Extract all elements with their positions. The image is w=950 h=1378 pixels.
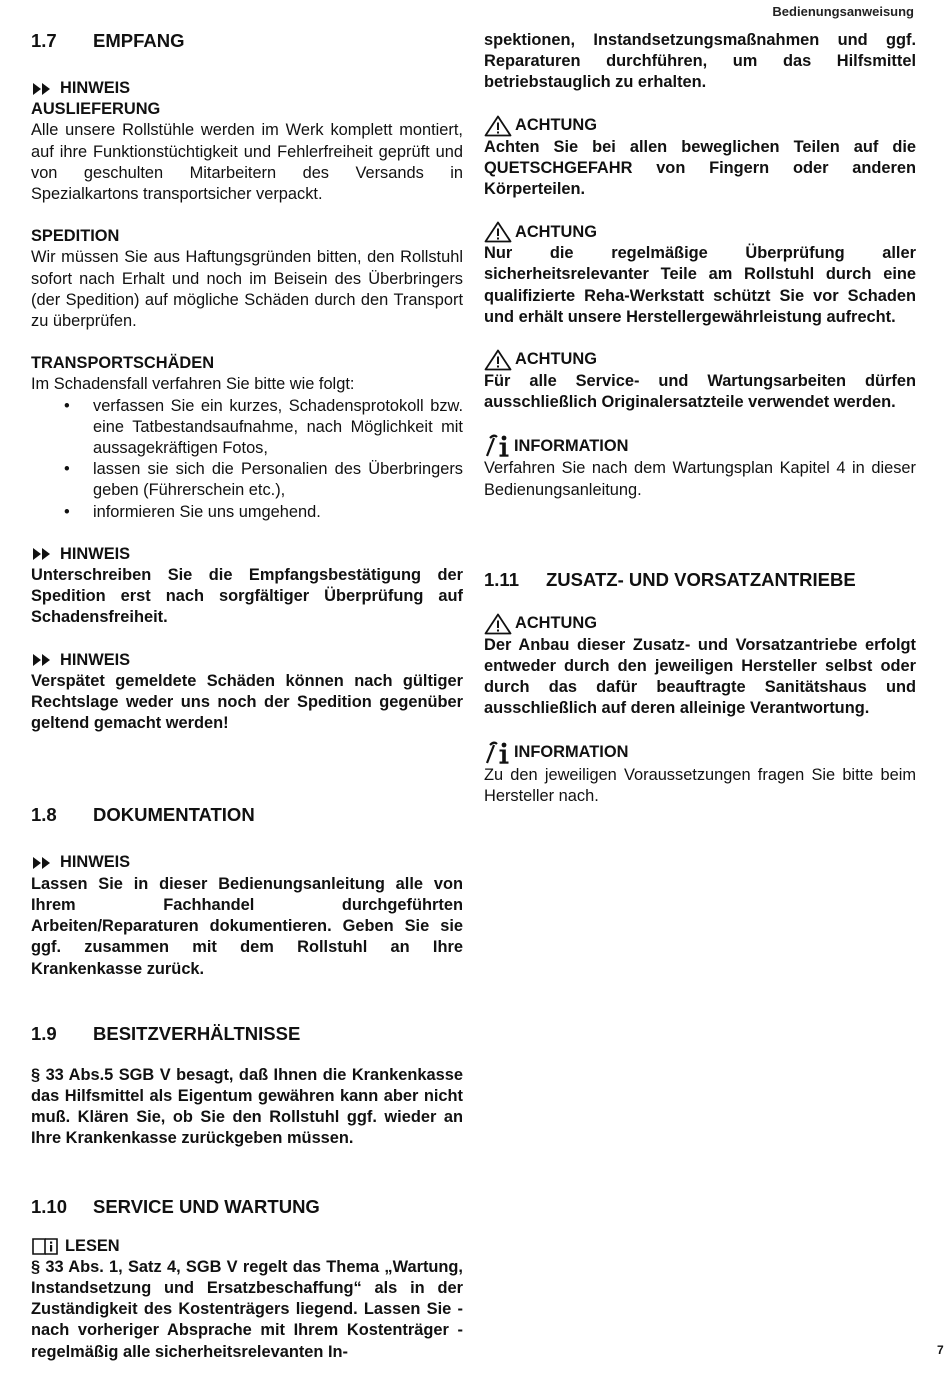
section-title: BESITZVERHÄLTNISSE bbox=[93, 1022, 301, 1044]
running-header: Bedienungsanweisung bbox=[772, 4, 914, 19]
damage-title: TRANSPORTSCHÄDEN bbox=[31, 354, 215, 373]
warning-triangle-icon bbox=[484, 349, 512, 371]
fast-forward-icon bbox=[31, 653, 57, 667]
page-number: 7 bbox=[937, 1343, 944, 1357]
section-title: ZUSATZ- UND VORSATZANTRIEBE bbox=[546, 568, 856, 590]
warning-text: Nur die regelmäßige Überprüfung aller sicherheitsrelevanter Teile am Rollstuhl durch eine qualifizierte Reha-Werkstatt schützt Sie vor Schaden und erhält unsere Herstellergewährleistung aufrecht. bbox=[484, 244, 916, 326]
ownership-text: § 33 Abs.5 SGB V besagt, daß Ihnen die Krankenkasse das Hilfsmittel als Eigentum gewähren kann aber nicht muß. Klären Sie, ob Sie den Rollstuhl ggf. wieder an Ihre Krankenkasse zurückgeben müssen. bbox=[31, 1065, 463, 1148]
forwarding-title: SPEDITION bbox=[31, 227, 120, 246]
tool-info-icon bbox=[484, 434, 511, 458]
section-1-8-heading bbox=[31, 804, 463, 826]
section-number: 1.8 bbox=[31, 804, 57, 826]
warning-label: ACHTUNG bbox=[484, 221, 916, 243]
hint-label: HINWEIS bbox=[31, 78, 463, 99]
section-number: 1.11 bbox=[484, 568, 519, 590]
right-column bbox=[484, 30, 916, 807]
warning-text: Für alle Service- und Wartungsarbeiten dürfen ausschließlich Originalersatzteile verwendet werden. bbox=[484, 372, 916, 412]
hint-label: HINWEIS bbox=[31, 852, 463, 873]
tool-info-icon bbox=[484, 741, 511, 765]
left-column bbox=[31, 30, 463, 1363]
fast-forward-icon bbox=[31, 547, 57, 561]
hint-text: Unterschreiben Sie die Empfangsbestätigung der Spedition erst nach sorgfältiger Überprüfung auf Schadensfreiheit. bbox=[31, 566, 463, 627]
warning-triangle-icon bbox=[484, 221, 512, 243]
information-label: INFORMATION bbox=[484, 434, 916, 458]
read-text: § 33 Abs. 1, Satz 4, SGB V regelt das Thema „Wartung, Instandsetzung und Ersatzbeschaffung“ als in der Zuständigkeit des Kostenträgers liegend. Lassen Sie - nach vorheriger Absprache mit Ihrem Kostenträger - regelmäßig alle sicherheitsrelevanten In- bbox=[31, 1257, 463, 1361]
delivery-text: Alle unsere Rollstühle werden im Werk komplett montiert, auf ihre Funktionstüchtigkeit und Fehlerfreiheit geprüft und von geschulten Mitarbeitern des Versands in Spezialkartons transportsicher verpackt. bbox=[31, 121, 463, 204]
delivery-title: AUSLIEFERUNG bbox=[31, 100, 161, 119]
section-number: 1.10 bbox=[31, 1195, 68, 1217]
fast-forward-icon bbox=[31, 82, 57, 96]
section-title: EMPFANG bbox=[93, 30, 185, 51]
warning-label: ACHTUNG bbox=[484, 613, 916, 635]
fast-forward-icon bbox=[31, 856, 57, 870]
section-number: 1.7 bbox=[31, 30, 57, 51]
warning-triangle-icon bbox=[484, 613, 512, 635]
hint-label: HINWEIS bbox=[31, 544, 463, 565]
information-label: INFORMATION bbox=[484, 741, 916, 765]
section-1-10-heading bbox=[31, 1196, 463, 1218]
information-text: Zu den jeweiligen Voraussetzungen fragen Sie bitte beim Hersteller nach. bbox=[484, 765, 916, 805]
hint-text: Lassen Sie in dieser Bedienungsanleitung alle von Ihrem Fachhandel durchgeführten Arbeiten/Reparaturen dokumentieren. Geben Sie sie ggf. zusammen mit dem Rollstuhl an Ihre Krankenkasse zurück. bbox=[31, 874, 463, 978]
read-text-continued: spektionen, Instandsetzungsmaßnahmen und ggf. Reparaturen durchführen, um das Hilfsmittel betriebstauglich zu erhalten. bbox=[484, 31, 916, 92]
section-1-11-heading bbox=[484, 569, 916, 591]
section-number: 1.9 bbox=[31, 1022, 57, 1044]
warning-label: ACHTUNG bbox=[484, 115, 916, 137]
section-title: DOKUMENTATION bbox=[93, 804, 255, 826]
damage-intro: Im Schadensfall verfahren Sie bitte wie folgt: bbox=[31, 375, 355, 394]
section-1-9-heading bbox=[31, 1023, 463, 1045]
warning-triangle-icon bbox=[484, 115, 512, 137]
book-info-icon bbox=[31, 1236, 62, 1256]
hint-label: HINWEIS bbox=[31, 650, 463, 671]
list-item: • verfassen Sie ein kurzes, Schadensprotokoll bzw. eine Tatbestandsaufnahme, nach Möglichkeit mit aussagekräftigen Fotos, bbox=[93, 396, 463, 460]
section-title: SERVICE UND WARTUNG bbox=[93, 1195, 320, 1217]
warning-text: Der Anbau dieser Zusatz- und Vorsatzantriebe erfolgt entweder durch den jeweiligen Hersteller selbst oder durch das dafür beauftragte Sanitätshaus und ausschließlich auf deren alleinige Verantwortung. bbox=[484, 635, 916, 718]
read-label: LESEN bbox=[31, 1236, 463, 1257]
section-1-7-heading bbox=[31, 30, 463, 52]
list-item: • informieren Sie uns umgehend. bbox=[93, 502, 463, 523]
forwarding-text: Wir müssen Sie aus Haftungsgründen bitten, den Rollstuhl sofort nach Erhalt und noch im Beisein des Überbringers (der Spedition) auf mögliche Schäden durch den Transport zu überprüfen. bbox=[31, 248, 463, 331]
information-text: Verfahren Sie nach dem Wartungsplan Kapitel 4 in dieser Bedienungsanleitung. bbox=[484, 459, 916, 499]
hint-text: Verspätet gemeldete Schäden können nach gültiger Rechtslage weder uns noch der Spedition gegenüber geltend gemacht werden! bbox=[31, 671, 463, 733]
warning-text: Achten Sie bei allen beweglichen Teilen auf die QUETSCHGEFAHR von Fingern oder anderen Körperteilen. bbox=[484, 137, 916, 199]
damage-steps-list bbox=[31, 396, 463, 523]
list-item: • lassen sie sich die Personalien des Überbringers geben (Führerschein etc.), bbox=[93, 459, 463, 501]
warning-label: ACHTUNG bbox=[484, 349, 916, 371]
